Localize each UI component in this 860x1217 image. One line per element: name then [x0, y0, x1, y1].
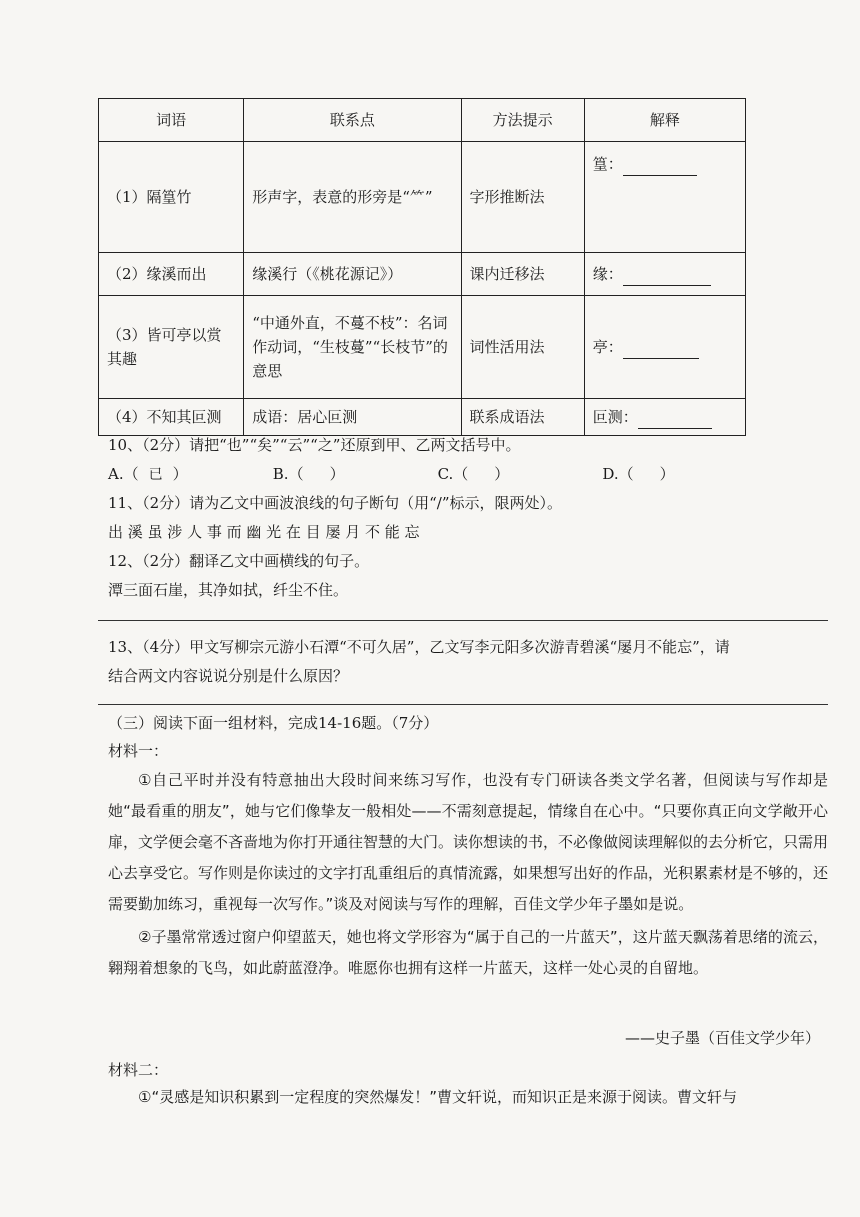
explain-label: 篁： — [592, 155, 623, 173]
handwritten-mark: 已 — [148, 467, 163, 483]
material-1-source: ——史子墨（百佳文学少年） — [624, 1029, 820, 1047]
question-10: 10、（2分）请把“也”“矣”“云”“之”还原到甲、乙两文括号中。 — [108, 436, 521, 454]
cell-link: “中通外直，不蔓不枝”：名词作动词，“生枝蔓”“长枝节”的意思 — [244, 296, 461, 399]
option-c-open: C.（ — [437, 465, 469, 483]
question-13-line2: 结合两文内容说说分别是什么原因？ — [108, 667, 349, 685]
cell-method: 词性活用法 — [461, 296, 584, 399]
section-3-title: （三）阅读下面一组材料，完成14-16题。（7分） — [108, 714, 439, 732]
cell-explain — [584, 253, 745, 296]
header-method: 方法提示 — [461, 99, 584, 142]
answer-blank[interactable] — [623, 157, 697, 176]
question-11: 11、（2分）请为乙文中画波浪线的句子断句（用“/”标示，限两处）。 — [108, 494, 563, 512]
explain-label: 缘： — [592, 265, 623, 283]
option-c-close: ） — [494, 465, 510, 483]
cell-explain — [584, 142, 745, 253]
cell-link: 缘溪行（《桃花源记》） — [244, 253, 461, 296]
header-link: 联系点 — [244, 99, 461, 142]
table-row — [99, 399, 746, 436]
option-c[interactable] — [438, 463, 598, 484]
cell-method: 字形推断法 — [461, 142, 584, 253]
answer-blank[interactable] — [638, 410, 712, 429]
cell-method: 联系成语法 — [461, 399, 584, 436]
cell-link: 形声字，表意的形旁是“⺮” — [244, 142, 461, 253]
question-12: 12、（2分）翻译乙文中画横线的句子。 — [108, 552, 370, 570]
explain-label: 亭： — [592, 338, 623, 356]
cell-word: （2）缘溪而出 — [99, 253, 244, 296]
vocab-table — [98, 98, 746, 436]
cell-explain — [584, 296, 745, 399]
option-d-open: D.（ — [602, 465, 634, 483]
material-1-label: 材料一： — [108, 742, 169, 760]
table-row — [99, 296, 746, 399]
table-header-row — [99, 99, 746, 142]
option-a-open: A.（ — [108, 465, 139, 483]
option-b[interactable] — [273, 463, 433, 484]
cell-word: （4）不知其叵测 — [99, 399, 244, 436]
option-a-close: ） — [172, 465, 188, 483]
material-2-paragraph-1: ①“灵感是知识积累到一定程度的突然爆发！”曹文轩说，而知识正是来源于阅读。曹文轩与 — [138, 1088, 737, 1106]
question-13-line1: 13、（4分）甲文写柳宗元游小石潭“不可久居”，乙文写李元阳多次游青碧溪“屡月不能忘”，请 — [108, 638, 730, 656]
answer-line[interactable] — [98, 704, 828, 705]
option-b-open: B.（ — [272, 465, 304, 483]
answer-line[interactable] — [98, 620, 828, 621]
material-1-paragraph-2: ②子墨常常透过窗户仰望蓝天，她也将文学形容为“属于自己的一片蓝天”，这片蓝天飘荡着思绪的流云，翱翔着想象的飞鸟，如此蔚蓝澄净。唯愿你也拥有这样一片蓝天，这样一处心灵的自留地。 — [108, 928, 828, 977]
header-explain: 解释 — [584, 99, 745, 142]
cell-link: 成语：居心叵测 — [244, 399, 461, 436]
question-11-sentence: 出 溪 虽 涉 人 事 而 幽 光 在 目 屡 月 不 能 忘 — [108, 523, 420, 541]
table-row — [99, 142, 746, 253]
answer-blank[interactable] — [623, 267, 711, 286]
material-1-paragraph-1: ①自己平时并没有特意抽出大段时间来练习写作，也没有专门研读各类文学名著，但阅读与写作却是她“最看重的朋友”，她与它们像挚友一般相处——不需刻意提起，情缘自在心中。“只要你真正向文学敞开心扉，文学便会毫不吝啬地为你打开通往智慧的大门。读你想读的书，不必像做阅读理解似的去分析它，只需用心去享受它。写作则是你读过的文字打乱重组后的真情流露，如果想写出好的作品，光积累素材是不够的，还需要勤加练习，重视每一次写作。”谈及对阅读与写作的理解，百佳文学少年子墨如是说。 — [108, 771, 829, 913]
cell-method: 课内迁移法 — [461, 253, 584, 296]
table-row — [99, 253, 746, 296]
explain-label: 叵测： — [592, 408, 638, 426]
option-b-close: ） — [329, 465, 345, 483]
answer-blank[interactable] — [623, 340, 699, 359]
header-word: 词语 — [99, 99, 244, 142]
option-d-close: ） — [659, 465, 675, 483]
question-12-sentence: 潭三面石崖，其净如拭，纤尘不住。 — [108, 581, 349, 599]
option-d[interactable] — [602, 463, 762, 484]
question-10-options — [108, 463, 762, 484]
option-a[interactable] — [108, 463, 268, 484]
cell-explain — [584, 399, 745, 436]
cell-word: （3）皆可亭以赏其趣 — [99, 296, 244, 399]
material-2-label: 材料二： — [108, 1061, 169, 1079]
cell-word: （1）隔篁竹 — [99, 142, 244, 253]
